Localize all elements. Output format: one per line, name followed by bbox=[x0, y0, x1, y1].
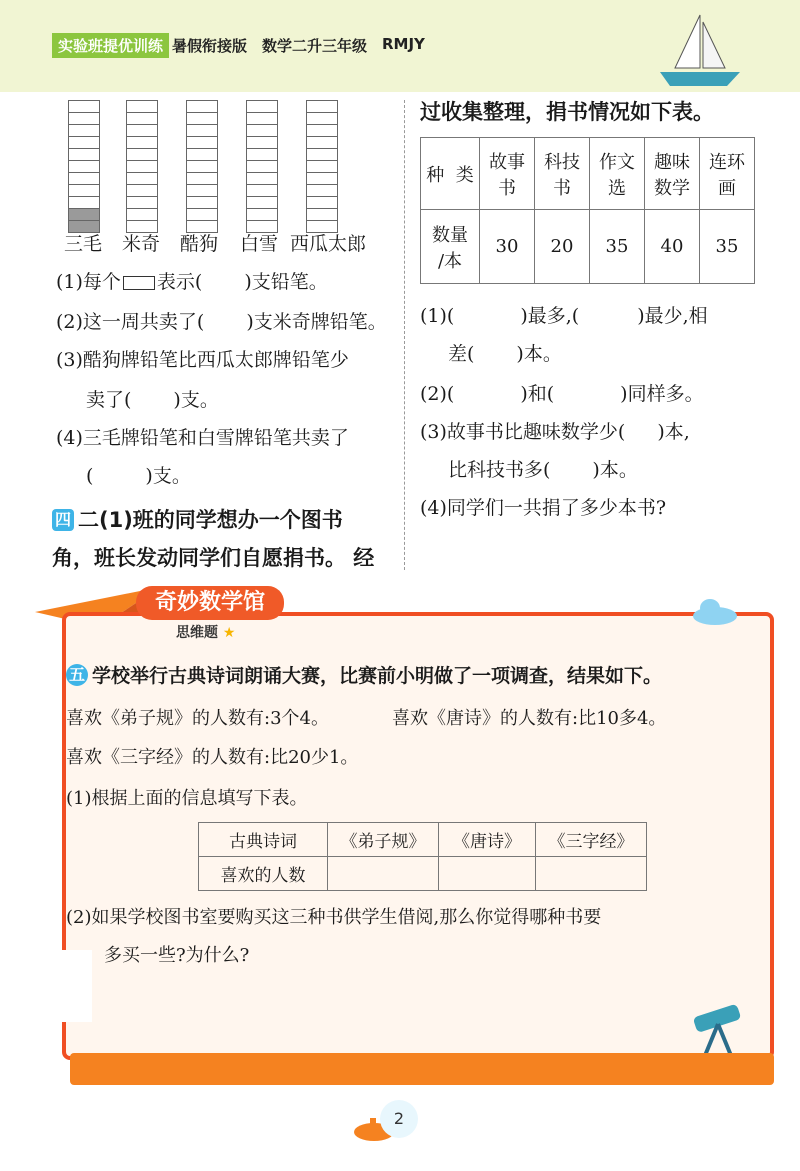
bar-cell bbox=[126, 196, 158, 208]
bar-cell bbox=[68, 184, 100, 196]
bar-cell bbox=[306, 196, 338, 208]
bar-cell bbox=[246, 124, 278, 136]
poem-table-cell-1 bbox=[328, 857, 439, 891]
bar-cell bbox=[68, 160, 100, 172]
unit-cell-icon bbox=[123, 276, 155, 290]
table-val-4: 35 bbox=[700, 210, 755, 284]
bar-cell bbox=[126, 160, 158, 172]
table-cat-0: 故事 书 bbox=[480, 138, 535, 210]
q4-item3-line1: (3)故事书比趣味数学少( )本, bbox=[420, 421, 690, 443]
bar-cell bbox=[186, 184, 218, 196]
q4-item1-line2: 差( )本。 bbox=[448, 343, 562, 365]
q4-item2: (2)( )和( )同样多。 bbox=[420, 383, 704, 405]
q5-sub2-line1: (2)如果学校图书室要购买这三种书供学生借阅,那么你觉得哪种书要 bbox=[66, 907, 602, 928]
blank-patch bbox=[18, 950, 92, 1022]
bar-cell bbox=[126, 208, 158, 220]
q4-item3-line2: 比科技书多( )本。 bbox=[448, 459, 638, 481]
poem-table bbox=[198, 822, 647, 891]
poem-table-header-1: 《弟子规》 bbox=[328, 823, 439, 857]
table-val-0: 30 bbox=[480, 210, 535, 284]
star-icon: ★ bbox=[222, 625, 236, 641]
bar-5 bbox=[306, 100, 338, 233]
bar-3 bbox=[186, 100, 218, 233]
bar-cell bbox=[186, 160, 218, 172]
q5-sub1: (1)根据上面的信息填写下表。 bbox=[66, 788, 308, 809]
bar-cell bbox=[186, 124, 218, 136]
bar-cell bbox=[68, 208, 100, 220]
edition-label: 暑假衔接版 bbox=[172, 37, 248, 55]
q4-badge: 四 bbox=[52, 509, 74, 531]
chart-label-1: 米奇 bbox=[122, 233, 161, 255]
q4-intro-line2: 角，班长发动同学们自愿捐书。 经 bbox=[52, 546, 375, 570]
table-cat-2: 作文 选 bbox=[590, 138, 645, 210]
bar-cell bbox=[186, 208, 218, 220]
series-label: 实验班提优训练 bbox=[52, 33, 169, 58]
bar-cell bbox=[246, 208, 278, 220]
bar-cell bbox=[246, 160, 278, 172]
table-val-1: 20 bbox=[535, 210, 590, 284]
publisher-label: RMJY bbox=[382, 35, 425, 53]
section-title: 奇妙数学馆 bbox=[136, 586, 284, 620]
q3-item4-line1: (4)三毛牌铅笔和白雪牌铅笔共卖了 bbox=[56, 427, 349, 449]
chart-label-2: 酷狗 bbox=[180, 233, 219, 255]
q3-item1: (1)每个 表示( )支铅笔。 bbox=[56, 271, 328, 293]
chart-label-0: 三毛 bbox=[64, 233, 103, 255]
q4-intro-line3: 过收集整理，捐书情况如下表。 bbox=[420, 100, 714, 124]
bar-cell bbox=[246, 196, 278, 208]
bar-cell bbox=[126, 148, 158, 160]
bar-cell bbox=[186, 100, 218, 112]
bar-cell bbox=[186, 112, 218, 124]
q3-item2: (2)这一周共卖了( )支米奇牌铅笔。 bbox=[56, 311, 387, 333]
bar-cell bbox=[186, 148, 218, 160]
q3-item3-line1: (3)酷狗牌铅笔比西瓜太郎牌铅笔少 bbox=[56, 349, 349, 371]
poem-table-header-3: 《三字经》 bbox=[536, 823, 647, 857]
bar-cell bbox=[126, 100, 158, 112]
bar-cell bbox=[126, 124, 158, 136]
bar-cell bbox=[246, 112, 278, 124]
bar-cell bbox=[306, 208, 338, 220]
bar-4 bbox=[246, 100, 278, 233]
q5-intro: 五 学校举行古典诗词朗诵大赛，比赛前小明做了一项调查，结果如下。 bbox=[66, 664, 662, 688]
section-subtitle: 思维题 ★ bbox=[176, 625, 236, 641]
bar-cell bbox=[246, 136, 278, 148]
bar-chart bbox=[68, 100, 388, 235]
bar-cell bbox=[306, 112, 338, 124]
bar-cell bbox=[306, 100, 338, 112]
bar-cell bbox=[68, 172, 100, 184]
poem-table-header-2: 《唐诗》 bbox=[439, 823, 536, 857]
bar-cell bbox=[126, 112, 158, 124]
bar-cell bbox=[68, 196, 100, 208]
poem-table-row-label: 喜欢的人数 bbox=[199, 857, 328, 891]
bar-cell bbox=[306, 148, 338, 160]
bar-cell bbox=[68, 136, 100, 148]
bar-cell bbox=[306, 172, 338, 184]
q5-sub2-line2: 多买一些?为什么? bbox=[104, 945, 250, 966]
bar-cell bbox=[246, 100, 278, 112]
poem-table-cell-3 bbox=[536, 857, 647, 891]
bar-cell bbox=[68, 124, 100, 136]
q4-item4: (4)同学们一共捐了多少本书? bbox=[420, 497, 667, 519]
table-header-type: 种 类 bbox=[421, 138, 480, 210]
table-cat-4: 连环 画 bbox=[700, 138, 755, 210]
sailboat-icon bbox=[655, 10, 745, 90]
q5-badge: 五 bbox=[66, 664, 88, 686]
bar-cell bbox=[306, 184, 338, 196]
table-val-2: 35 bbox=[590, 210, 645, 284]
bar-cell bbox=[68, 100, 100, 112]
bar-cell bbox=[246, 184, 278, 196]
poem-table-header-0: 古典诗词 bbox=[199, 823, 328, 857]
section-bottom-bar bbox=[70, 1053, 774, 1085]
q5-info2: 喜欢《唐诗》的人数有:比10多4。 bbox=[392, 708, 667, 729]
bar-cell bbox=[126, 136, 158, 148]
table-cat-1: 科技 书 bbox=[535, 138, 590, 210]
table-header-qty: 数量 /本 bbox=[421, 210, 480, 284]
bar-2 bbox=[126, 100, 158, 233]
bar-cell bbox=[306, 160, 338, 172]
bar-cell bbox=[186, 172, 218, 184]
q3-item3-line2: 卖了( )支。 bbox=[86, 389, 219, 411]
q5-info1: 喜欢《弟子规》的人数有:3个4。 bbox=[66, 708, 329, 729]
table-val-3: 40 bbox=[645, 210, 700, 284]
table-cat-3: 趣味 数学 bbox=[645, 138, 700, 210]
bar-cell bbox=[306, 136, 338, 148]
bar-cell bbox=[126, 172, 158, 184]
q5-info3: 喜欢《三字经》的人数有:比20少1。 bbox=[66, 747, 359, 768]
bar-1 bbox=[68, 100, 100, 233]
bar-cell bbox=[306, 124, 338, 136]
chart-label-4: 西瓜太郎 bbox=[290, 233, 367, 255]
donation-table bbox=[420, 137, 755, 284]
chart-label-3: 白雪 bbox=[240, 233, 279, 255]
poem-table-cell-2 bbox=[439, 857, 536, 891]
column-divider bbox=[404, 100, 405, 570]
q3-item4-line2: ( )支。 bbox=[86, 465, 191, 487]
bar-cell bbox=[186, 196, 218, 208]
bar-cell bbox=[126, 184, 158, 196]
bar-cell bbox=[246, 148, 278, 160]
q4-item1-line1: (1)( )最多,( )最少,相 bbox=[420, 305, 708, 327]
bar-cell bbox=[68, 112, 100, 124]
cloud-icon bbox=[690, 596, 740, 626]
bar-cell bbox=[68, 148, 100, 160]
q4-intro-line1: 四 二(1)班的同学想办一个图书 bbox=[52, 508, 343, 532]
bar-cell bbox=[186, 136, 218, 148]
page-number: 2 bbox=[380, 1100, 418, 1138]
bar-cell bbox=[246, 172, 278, 184]
subject-label: 数学二升三年级 bbox=[262, 37, 368, 55]
